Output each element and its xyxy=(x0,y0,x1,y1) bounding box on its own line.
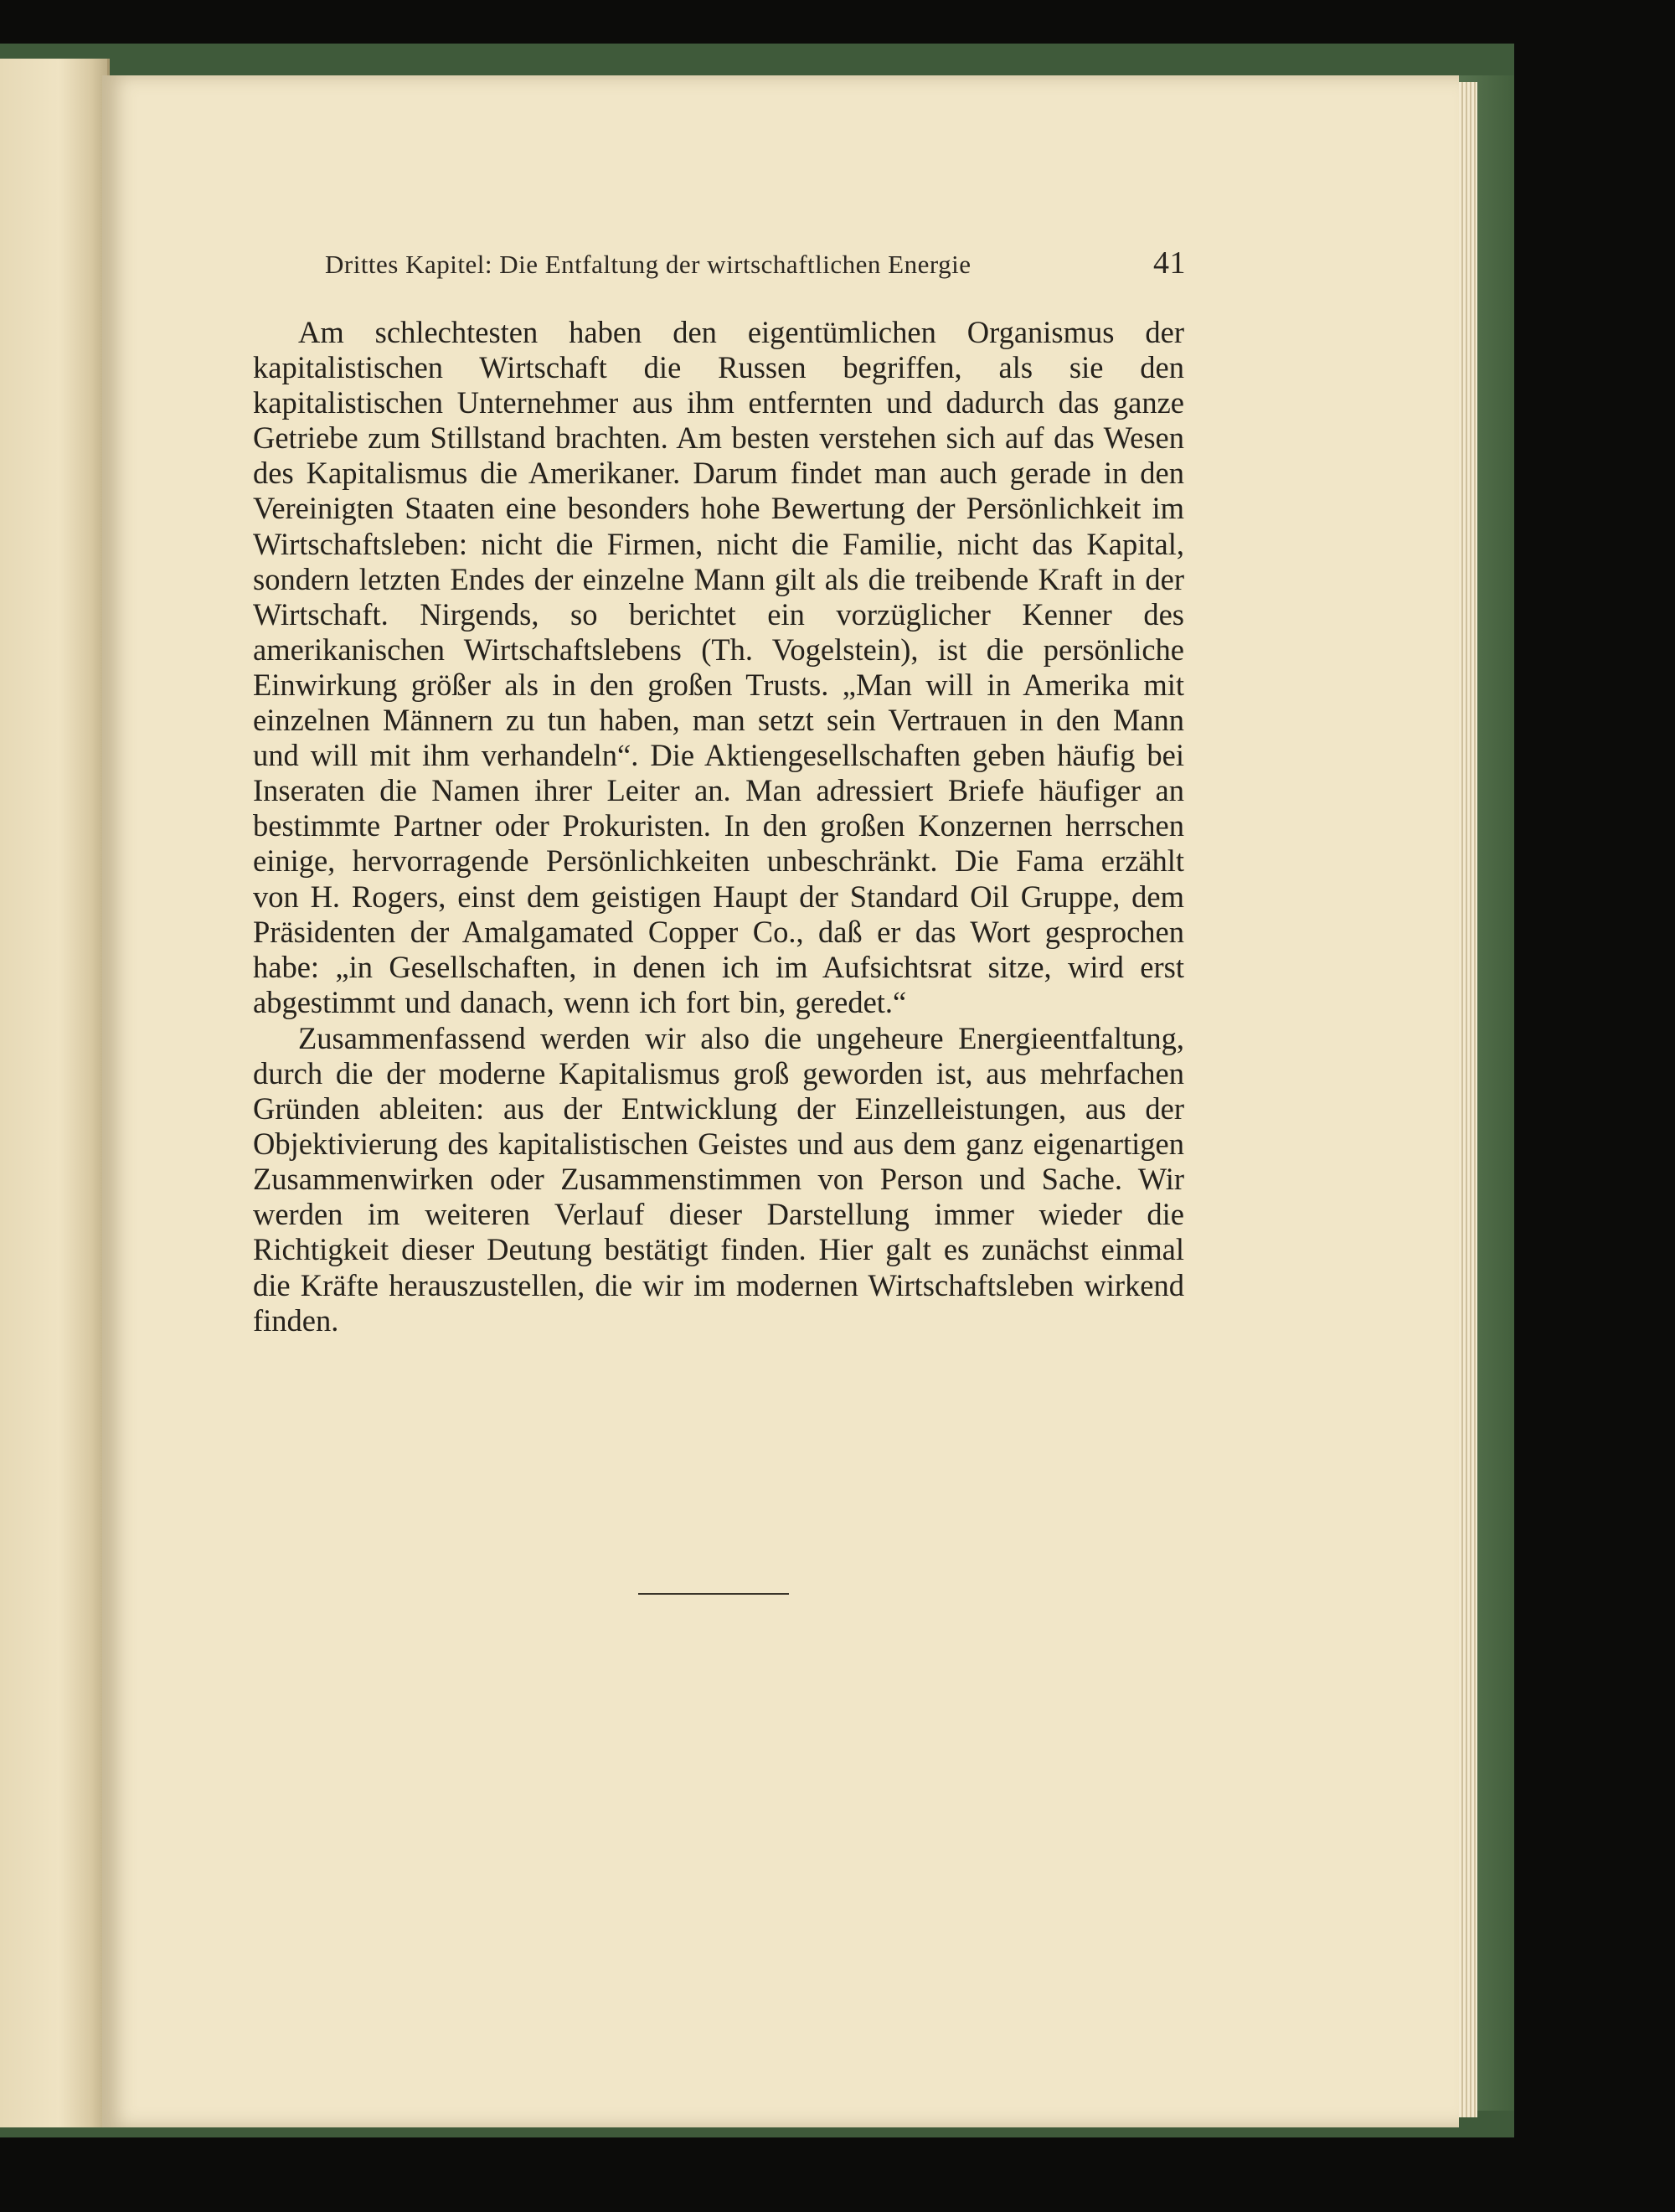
previous-page-edge xyxy=(0,59,110,2127)
page-header xyxy=(325,245,1186,295)
running-title: Drittes Kapitel: Die Entfaltung der wirtschaftlichen Energie xyxy=(325,250,972,279)
body-text xyxy=(253,315,1184,1338)
page-number: 41 xyxy=(1153,245,1186,281)
section-end-rule xyxy=(638,1593,789,1595)
paragraph: Am schlechtesten haben den eigentümlichen Organismus der kapitalistischen Wirtschaft die Russen begriffen, als sie den kapitalistischen Unternehmer aus ihm entfernten und dadurch das ganze Getriebe zum Stillstand brachten. Am besten verstehen sich auf das Wesen des Kapitalismus die Amerikaner. Darum findet man auch gerade in den Vereinigten Staaten eine besonders hohe Bewertung der Persönlichkeit im Wirtschaftsleben: nicht die Firmen, nicht die Familie, nicht das Kapital, sondern letzten Endes der einzelne Mann gilt als die treibende Kraft in der Wirtschaft. Nirgends, so berichtet ein vorzüglicher Kenner des amerikanischen Wirtschaftslebens (Th. Vogelstein), ist die persönliche Einwirkung größer als in den großen Trusts. „Man will in Amerika mit einzelnen Männern zu tun haben, man setzt sein Vertrauen in den Mann und will mit ihm verhandeln“. Die Aktiengesellschaften geben häufig bei Inseraten die Namen ihrer Leiter an. Man adressiert Briefe häufiger an bestimmte Partner oder Prokuristen. In den großen Konzernen herrschen einige, hervorragende Persönlichkeiten unbeschränkt. Die Fama erzählt von H. Rogers, einst dem geistigen Haupt der Standard Oil Gruppe, dem Präsidenten der Amalgamated Copper Co., daß er das Wort gesprochen habe: „in Gesellschaften, in denen ich im Aufsichtsrat sitze, wird erst abgestimmt und danach, wenn ich fort bin, geredet.“ xyxy=(253,315,1184,1019)
paragraph: Zusammenfassend werden wir also die ungeheure Energieentfaltung, durch die der moderne Kapitalismus groß geworden ist, aus mehrfachen Gründen ableiten: aus der Entwicklung der Einzelleistungen, aus der Objektivierung des kapitalistischen Geistes und aus dem ganz eigenartigen Zusammenwirken oder Zusammenstimmen von Person und Sache. Wir werden im weiteren Verlauf dieser Darstellung immer wieder die Richtigkeit dieser Deutung bestätigt finden. Hier galt es zunächst einmal die Kräfte herauszustellen, die wir im modernen Wirtschaftsleben wirkend finden. xyxy=(253,1020,1184,1338)
page-stack-edges xyxy=(1459,82,1477,2117)
